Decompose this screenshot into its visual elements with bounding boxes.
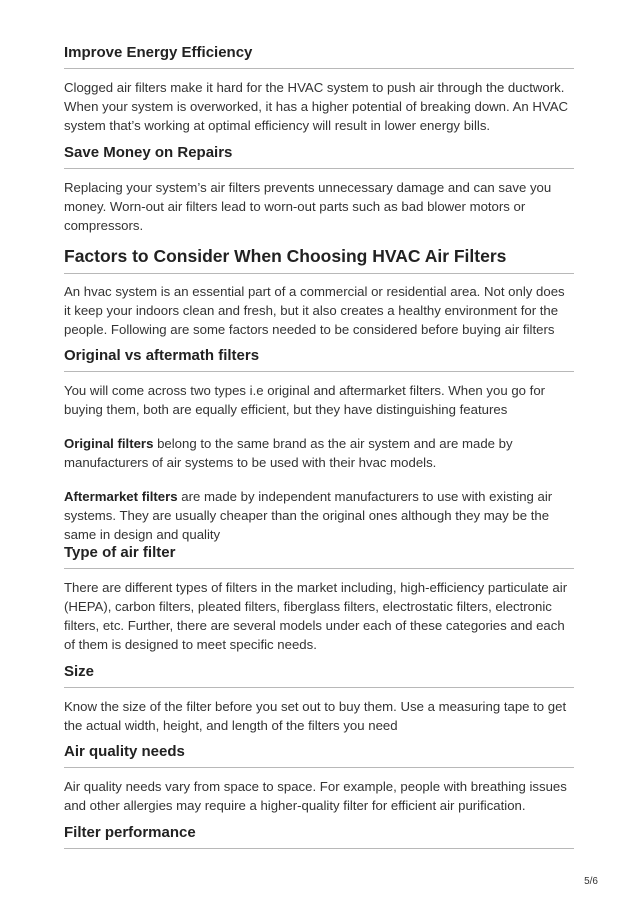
paragraph-energy-efficiency: Clogged air filters make it hard for the HVAC system to push air through the ductwork. When your system is overworked, it has a higher potential of breaking down. An HVAC system that’s working at optimal efficiency will result in lower energy bills. [64,80,569,133]
paragraph-type-of-filter: There are different types of filters in the market including, high-efficiency particulate air (HEPA), carbon filters, pleated filters, fiberglass filters, electrostatic filters, electronic filters, etc. Further, there are several models under each of these categories and each of them is designed to meet specific needs. [64,580,568,652]
section-filter-performance [64,824,574,849]
paragraph-factors: An hvac system is an essential part of a commercial or residential area. Not only does it keep your indoors clean and fresh, but it also creates a healthy environment for the people. Following are some factors needed to be considered before buying air filters [64,284,565,337]
section-size [64,663,574,735]
heading-filter-performance: Filter performance [64,824,574,849]
paragraph-two-types: You will come across two types i.e original and aftermarket filters. When you go for buying them, both are equally efficient, but they have distinguishing features [64,383,546,417]
section-air-quality [64,743,574,815]
section-factors [64,246,574,339]
heading-original-vs-aftermath: Original vs aftermath filters [64,347,574,372]
heading-save-money: Save Money on Repairs [64,144,574,169]
section-type-of-filter [64,544,574,654]
term-original-filters: Original filters [64,436,154,451]
page-number: 5/6 [584,876,598,887]
section-save-money [64,144,574,235]
heading-air-quality: Air quality needs [64,743,574,768]
paragraph-size: Know the size of the filter before you set out to buy them. Use a measuring tape to get the actual width, height, and length of the filters you need [64,699,567,733]
text-original-filters: belong to the same brand as the air system and are made by manufacturers of air systems to be used with their hvac models. [64,436,513,470]
paragraph-air-quality: Air quality needs vary from space to space. For example, people with breathing issues and other allergies may require a higher-quality filter for efficient air purification. [64,779,567,813]
heading-factors: Factors to Consider When Choosing HVAC Air Filters [64,246,574,274]
section-energy-efficiency [64,44,574,135]
heading-type-of-filter: Type of air filter [64,544,574,569]
term-aftermarket-filters: Aftermarket filters [64,489,178,504]
text-aftermarket-filters: are made by independent manufacturers to use with existing air systems. They are usually cheaper than the original ones although they may be the same in design and quality [64,489,553,542]
heading-size: Size [64,663,574,688]
paragraph-original-filters [64,434,574,472]
paragraph-aftermarket-filters [64,487,574,544]
paragraph-save-money: Replacing your system’s air filters prevents unnecessary damage and can save you money. Worn-out air filters lead to worn-out parts such as bad blower motors or compressors. [64,180,552,233]
heading-energy-efficiency: Improve Energy Efficiency [64,44,574,69]
section-original-vs-aftermath [64,347,574,544]
